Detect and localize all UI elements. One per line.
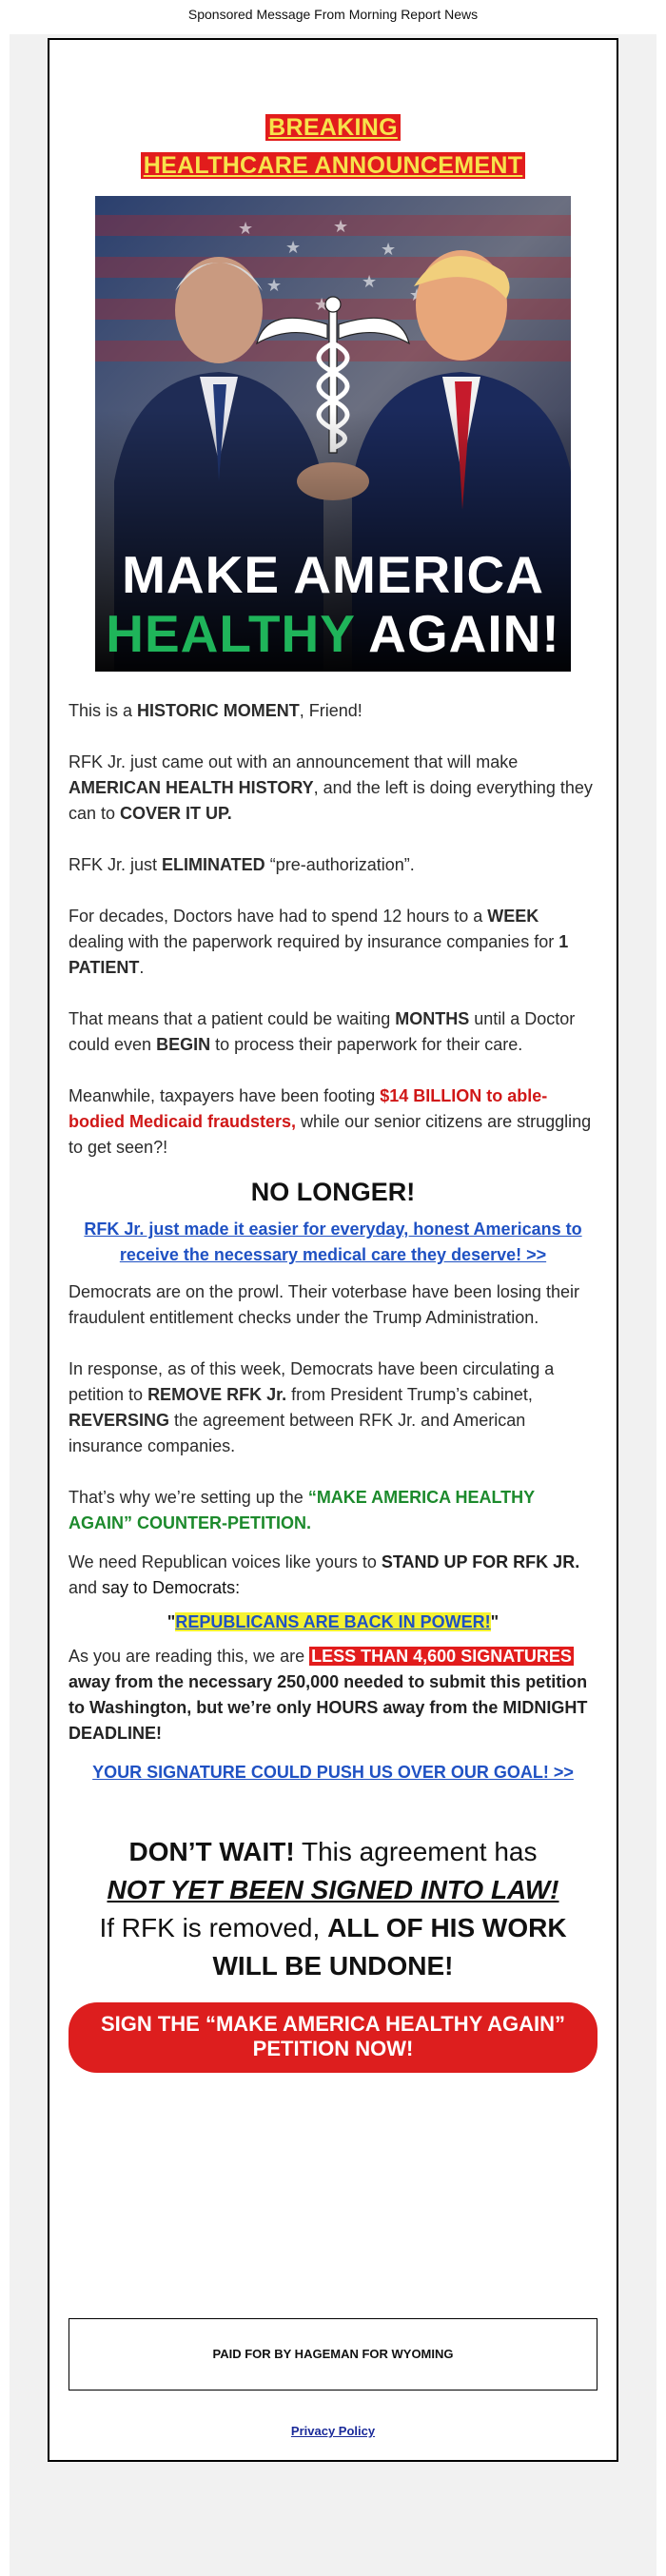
text-red: $14 BILLION to able-bodied Medicaid fraudsters, bbox=[69, 1086, 548, 1131]
text: and bbox=[69, 1578, 103, 1597]
text-bold: REVERSING bbox=[69, 1411, 170, 1430]
text: That means that a patient could be waiting bbox=[69, 1009, 396, 1028]
paid-for-box: PAID FOR BY HAGEMAN FOR WYOMING bbox=[69, 2318, 597, 2391]
dont-wait: DON’T WAIT! bbox=[128, 1837, 295, 1866]
hero-again: AGAIN! bbox=[368, 604, 560, 663]
hero-image[interactable] bbox=[95, 196, 571, 672]
text: the agreement between RFK Jr. and American insurance companies. bbox=[69, 1411, 526, 1455]
headline-breaking: BREAKING bbox=[265, 114, 401, 141]
text: That’s why we’re setting up the bbox=[69, 1488, 308, 1507]
text-green: “MAKE AMERICA HEALTHY AGAIN” COUNTER-PETITION. bbox=[69, 1488, 535, 1532]
not-signed-text: NOT YET BEEN SIGNED INTO LAW! bbox=[107, 1875, 559, 1904]
text: We need Republican voices like yours to bbox=[69, 1552, 382, 1571]
no-longer-heading: NO LONGER! bbox=[250, 1178, 416, 1206]
paragraph-5 bbox=[69, 1006, 597, 1058]
body-copy bbox=[69, 698, 597, 2073]
privacy-policy-link[interactable]: Privacy Policy bbox=[290, 2424, 376, 2438]
text-bold: MIDNIGHT DEADLINE! bbox=[69, 1698, 588, 1743]
medical-care-link[interactable]: RFK Jr. just made it easier for everyday, honest Americans to receive the necessary medical care they deserve! >> bbox=[84, 1220, 582, 1264]
quote-mark: " bbox=[166, 1612, 176, 1631]
text: dealing with the paperwork required by insurance companies for bbox=[69, 932, 559, 951]
text-bold: BEGIN bbox=[156, 1035, 211, 1054]
text: RFK Jr. just came out with an announcement that will make bbox=[69, 752, 519, 771]
headline-announcement: HEALTHCARE ANNOUNCEMENT bbox=[141, 152, 526, 179]
text: say to Democrats: bbox=[102, 1578, 241, 1597]
republicans-quote bbox=[69, 1612, 597, 1632]
text: For decades, Doctors have had to spend 12 hours to a bbox=[69, 907, 488, 926]
hero-title-line2 bbox=[95, 605, 571, 662]
text-bold: WEEK bbox=[487, 907, 539, 926]
text-bold: STAND UP FOR RFK JR. bbox=[381, 1552, 580, 1571]
paragraph-6 bbox=[69, 1083, 597, 1161]
text: from President Trump’s cabinet, bbox=[286, 1385, 533, 1404]
text-bold: ELIMINATED bbox=[162, 855, 265, 874]
text-bold: HOURS bbox=[316, 1698, 379, 1717]
paragraph-9 bbox=[69, 1485, 597, 1536]
quote-mark: " bbox=[490, 1612, 500, 1631]
republicans-link[interactable]: REPUBLICANS ARE BACK IN POWER! bbox=[175, 1612, 491, 1631]
paragraph-7: Democrats are on the prowl. Their voterbase have been losing their fraudulent entitlement checks under the Trump Administration. bbox=[69, 1282, 579, 1327]
urgent-section bbox=[69, 1833, 597, 1985]
signatures-highlight: LESS THAN 4,600 SIGNATURES bbox=[311, 1647, 572, 1666]
text: , and the left is doing everything they can to bbox=[69, 778, 593, 823]
text: In response, as of this week, Democrats have been circulating a petition to bbox=[69, 1359, 555, 1404]
text: If RFK is removed, bbox=[99, 1913, 328, 1942]
headline bbox=[69, 108, 597, 185]
undone-text: ALL OF HIS WORK WILL BE UNDONE! bbox=[212, 1913, 567, 1981]
text-bold: away from the necessary 250,000 needed to submit this petition to Washington, but we’re only bbox=[69, 1672, 588, 1717]
text: As you are reading this, we are bbox=[69, 1647, 310, 1666]
paragraph-8 bbox=[69, 1356, 597, 1459]
paragraph-10 bbox=[69, 1550, 597, 1601]
sponsored-header: Sponsored Message From Morning Report News bbox=[0, 0, 666, 29]
signature-link[interactable]: YOUR SIGNATURE COULD PUSH US OVER OUR GOAL! >> bbox=[92, 1763, 574, 1782]
text-bold: COVER IT UP. bbox=[120, 804, 232, 823]
text: to process their paperwork for their care. bbox=[210, 1035, 523, 1054]
text-bold: away from the bbox=[378, 1698, 503, 1717]
text: This is a bbox=[69, 701, 138, 720]
hero-title-line1: MAKE AMERICA bbox=[122, 545, 544, 604]
text-bold: MONTHS bbox=[395, 1009, 470, 1028]
email-background bbox=[10, 34, 656, 2576]
text: Meanwhile, taxpayers have been footing bbox=[69, 1086, 381, 1105]
text-bold: AMERICAN HEALTH HISTORY bbox=[69, 778, 314, 797]
text-bold: REMOVE RFK Jr. bbox=[147, 1385, 287, 1404]
email-card bbox=[48, 38, 618, 2462]
sign-petition-button[interactable]: SIGN THE “MAKE AMERICA HEALTHY AGAIN” PETITION NOW! bbox=[69, 2002, 597, 2073]
paragraph-2 bbox=[69, 750, 597, 827]
paragraph-3 bbox=[69, 852, 597, 878]
text: , Friend! bbox=[299, 701, 362, 720]
text: until a Doctor could even bbox=[69, 1009, 576, 1054]
paragraph-4 bbox=[69, 904, 597, 981]
paragraph-1 bbox=[69, 698, 597, 724]
text: while our senior citizens are struggling to get seen?! bbox=[69, 1112, 592, 1157]
hero-healthy: HEALTHY bbox=[106, 604, 355, 663]
text: RFK Jr. just bbox=[69, 855, 163, 874]
text-bold: HISTORIC MOMENT bbox=[137, 701, 300, 720]
text: . bbox=[139, 958, 145, 977]
text: This agreement has bbox=[294, 1837, 538, 1866]
text-bold: 1 PATIENT bbox=[69, 932, 569, 977]
paragraph-11 bbox=[69, 1644, 597, 1747]
text: “pre-authorization”. bbox=[264, 855, 415, 874]
